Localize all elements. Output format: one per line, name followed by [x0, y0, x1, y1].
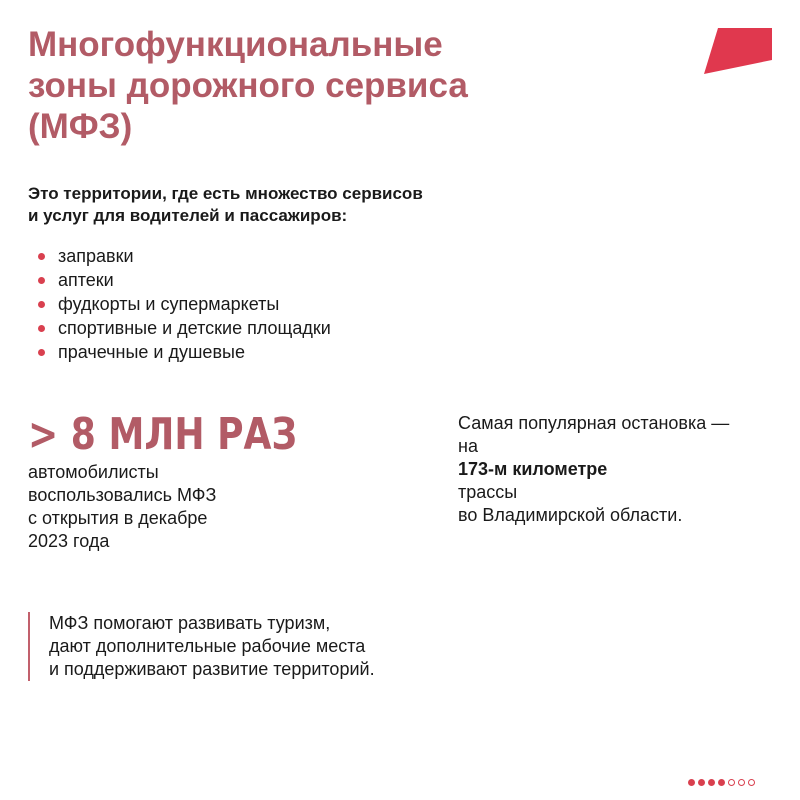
pagination-dots: [688, 779, 755, 786]
list-item-label: заправки: [58, 246, 134, 266]
title-line: зоны дорожного сервиса: [28, 66, 468, 105]
bullet-dot-icon: [38, 277, 45, 284]
quote-block: [28, 612, 489, 681]
list-item-label: фудкорты и супермаркеты: [58, 294, 280, 314]
bullet-dot-icon: [38, 325, 45, 332]
page-title: [28, 24, 648, 147]
quote-line: дают дополнительные рабочие места: [49, 636, 366, 656]
list-item: [38, 316, 331, 340]
stat-description-line: с открытия в декабре: [28, 508, 208, 528]
pagination-dot-icon: [738, 779, 745, 786]
list-item: [38, 340, 331, 364]
stat-value: > 8 МЛН РАЗ: [28, 409, 298, 460]
stat-description: [28, 461, 308, 553]
intro-line: и услуг для водителей и пассажиров:: [28, 206, 348, 225]
stat-description-line: воспользовались МФЗ: [28, 485, 217, 505]
title-line: Многофункциональные: [28, 25, 443, 64]
fact-text: трассы: [458, 482, 518, 502]
popular-stop-fact: [458, 412, 788, 527]
title-line: (МФЗ): [28, 107, 133, 146]
pagination-dot-icon: [748, 779, 755, 786]
fact-highlight: 173-м километре: [458, 459, 608, 479]
fact-text: на: [458, 436, 478, 456]
intro-text: [28, 183, 548, 227]
pagination-dot-icon: [708, 779, 715, 786]
bullet-dot-icon: [38, 349, 45, 356]
red-parallelogram-logo-icon: [704, 28, 772, 74]
stat-description-line: автомобилисты: [28, 462, 159, 482]
list-item: [38, 268, 331, 292]
quote-line: МФЗ помогают развивать туризм,: [49, 613, 331, 633]
services-list: [38, 244, 331, 364]
list-item: [38, 292, 331, 316]
pagination-dot-icon: [718, 779, 725, 786]
intro-line: Это территории, где есть множество сервисов: [28, 184, 423, 203]
pagination-dot-icon: [698, 779, 705, 786]
bullet-dot-icon: [38, 301, 45, 308]
stat-description-line: 2023 года: [28, 531, 110, 551]
list-item-label: прачечные и душевые: [58, 342, 245, 362]
bullet-dot-icon: [38, 253, 45, 260]
pagination-dot-icon: [728, 779, 735, 786]
list-item: [38, 244, 331, 268]
fact-line: [458, 435, 788, 504]
fact-line: Самая популярная остановка —: [458, 413, 730, 433]
fact-line: во Владимирской области.: [458, 505, 683, 525]
pagination-dot-icon: [688, 779, 695, 786]
list-item-label: спортивные и детские площадки: [58, 318, 331, 338]
quote-line: и поддерживают развитие территорий.: [49, 659, 375, 679]
list-item-label: аптеки: [58, 270, 114, 290]
